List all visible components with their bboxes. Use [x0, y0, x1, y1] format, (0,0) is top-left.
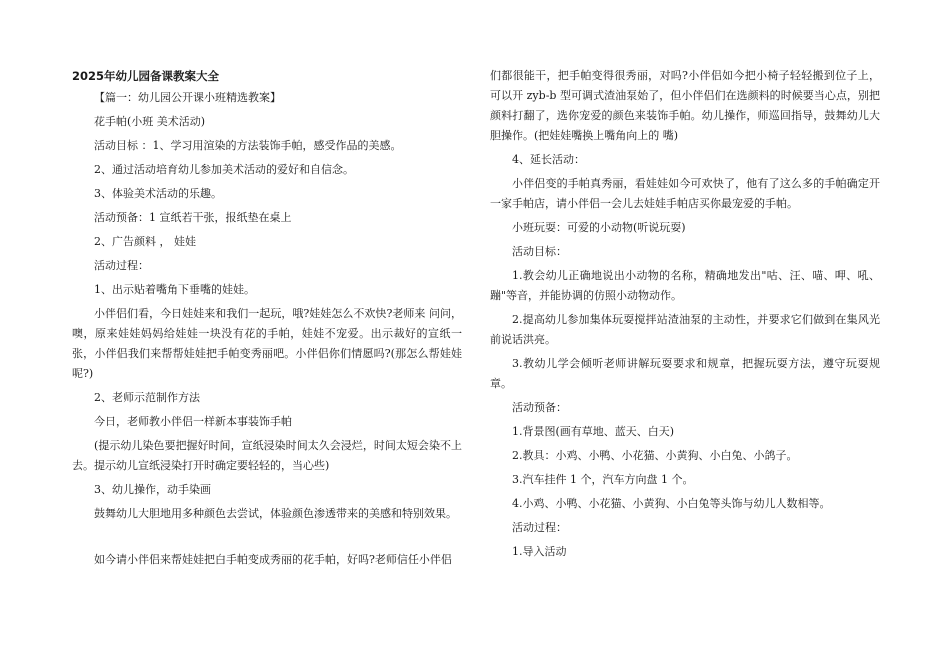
paragraph: 如今请小伴侣来帮娃娃把白手帕变成秀丽的花手帕，好吗?老师信任小伴侣: [94, 553, 452, 566]
paragraph: 花手帕(小班 美术活动): [94, 115, 206, 128]
paragraph: 活动目标：: [512, 245, 567, 258]
document-title: 2025年幼儿园备课教案大全: [72, 69, 220, 83]
paragraph: 2、老师示范制作方法: [94, 391, 200, 404]
paragraph: 4、延长活动：: [512, 153, 585, 166]
paragraph: 活动过程：: [94, 259, 149, 272]
paragraph: 2.提高幼儿参加集体玩耍搅拌站渣油泵的主动性，并要求它们做到在集风光前说话洪亮。: [490, 313, 880, 346]
paragraph: 3、幼儿操作，动手染画: [94, 483, 211, 496]
paragraph: 【篇一：幼儿园公开课小班精选教案】: [94, 91, 281, 104]
paragraph: 今日，老师教小伴侣一样新本事装饰手帕: [94, 415, 292, 428]
paragraph: 1.导入活动: [512, 545, 567, 558]
paragraph: (提示幼儿染色要把握好时间，宣纸浸染时间太久会浸烂，时间太短会染不上去。提示幼儿宣纸浸染打开时确定要轻轻的，当心些): [72, 439, 462, 472]
right-column: [490, 66, 880, 566]
paragraph: 活动过程：: [512, 521, 567, 534]
left-column: [72, 66, 462, 574]
paragraph: 3、体验美术活动的乐趣。: [94, 187, 222, 200]
paragraph: 1、出示贴着嘴角下垂嘴的娃娃。: [94, 283, 255, 296]
paragraph: 2、广告颜料 ， 娃娃: [94, 235, 196, 248]
paragraph: 小伴侣们看，今日娃娃来和我们一起玩，哦?娃娃怎么不欢快?老师来 问问，噢，原来娃娃妈妈给娃娃一块没有花的手帕，娃娃不宠爱。出示裁好的宣纸一张，小伴侣我们来帮帮娃娃把手帕变秀丽吧。小伴侣你们情愿吗?(那怎么帮娃娃呢?): [72, 307, 462, 380]
paragraph: 小班玩耍：可爱的小动物(听说玩耍): [512, 221, 686, 234]
paragraph: 4.小鸡、小鸭、小花猫、小黄狗、小白兔等头饰与幼儿人数相等。: [512, 497, 831, 510]
paragraph: 2.教具：小鸡、小鸭、小花猫、小黄狗、小白兔、小鸽子。: [512, 449, 798, 462]
paragraph: 小伴侣变的手帕真秀丽，看娃娃如今可欢快了，他有了这么多的手帕确定开一家手帕店，请小伴侣一会儿去娃娃手帕店买你最宠爱的手帕。: [490, 177, 880, 210]
paragraph: 活动预备：1 宣纸若干张，报纸垫在桌上: [94, 211, 292, 224]
paragraph: 3.汽车挂件 1 个，汽车方向盘 1 个。: [512, 473, 694, 486]
paragraph: 1.教会幼儿正确地说出小动物的名称，精确地发出"咕、汪、喵、呷、吼、蹦"等音，并能协调的仿照小动物动作。: [490, 269, 880, 302]
paragraph: 活动预备：: [512, 401, 567, 414]
paragraph: 1.背景图(画有草地、蓝天、白天): [512, 425, 675, 438]
paragraph: 鼓舞幼儿大胆地用多种颜色去尝试，体验颜色渗透带来的美感和特别效果。: [94, 507, 457, 520]
blank-line: [72, 528, 462, 550]
paragraph: 3.教幼儿学会倾听老师讲解玩耍要求和规章，把握玩耍方法，遵守玩耍规章。: [490, 357, 880, 390]
paragraph: 们都很能干，把手帕变得很秀丽，对吗?小伴侣如今把小椅子轻轻搬到位子上，可以开 zyb-b 型可调式渣油泵始了，但小伴侣们在选颜料的时候要当心点，别把颜料打翻了，选你宠爱的颜色来装饰手帕。幼儿操作，师巡回指导，鼓舞幼儿大胆操作。(把娃娃嘴换上嘴角向上的 嘴): [490, 69, 880, 142]
paragraph: 活动目标 ：1、学习用渲染的方法装饰手帕，感受作品的美感。: [94, 139, 402, 152]
paragraph: 2、通过活动培育幼儿参加美术活动的爱好和自信念。: [94, 163, 354, 176]
